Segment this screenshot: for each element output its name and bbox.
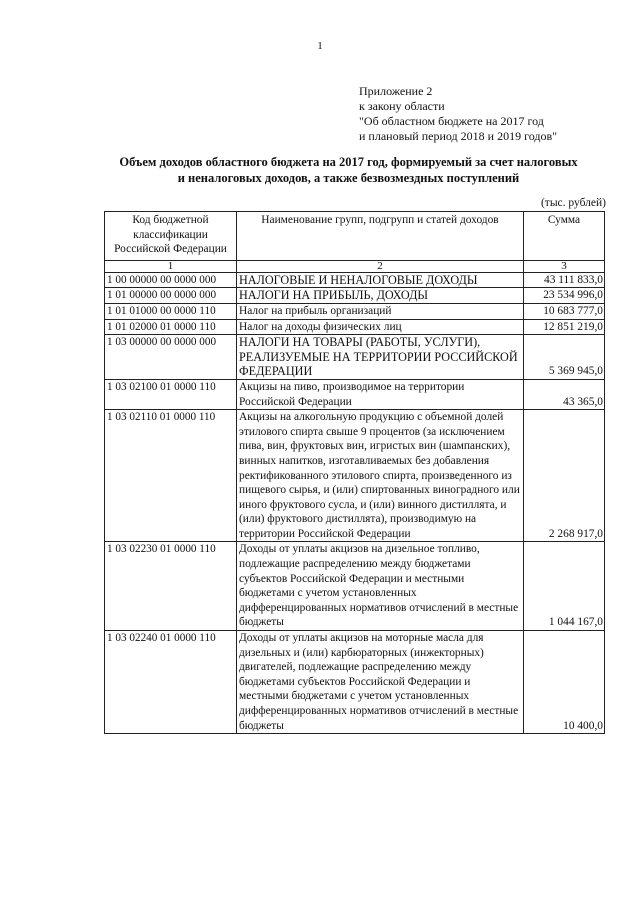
table-row [105,542,605,631]
header-name: Наименование групп, подгрупп и статей доходов [237,212,524,261]
table-header-row [105,212,605,261]
row-name: НАЛОГОВЫЕ И НЕНАЛОГОВЫЕ ДОХОДЫ [237,272,524,288]
row-sum: 5 369 945,0 [524,335,605,380]
row-sum: 1 044 167,0 [524,542,605,631]
table-row [105,288,605,304]
appendix-note [359,84,557,144]
row-sum: 43 111 833,0 [524,272,605,288]
column-number-row [105,260,605,272]
row-code: 1 03 00000 00 0000 000 [105,335,237,380]
table-row [105,335,605,380]
row-sum: 10 400,0 [524,631,605,734]
row-code: 1 03 02240 01 0000 110 [105,631,237,734]
row-name: НАЛОГИ НА ПРИБЫЛЬ, ДОХОДЫ [237,288,524,304]
appendix-line: и плановый период 2018 и 2019 годов" [359,129,558,143]
row-code: 1 01 00000 00 0000 000 [105,288,237,304]
row-sum: 10 683 777,0 [524,303,605,319]
appendix-line: к закону области [359,99,445,113]
row-sum: 23 534 996,0 [524,288,605,304]
units-note: (тыс. рублей) [540,197,606,209]
row-name: Доходы от уплаты акцизов на дизельное топливо, подлежащие распределению между бюджетами субъектов Российской Федерации и местными бюджетами с учетом установленных дифференцированных нормативов отчислений в местные бюджеты [237,542,524,631]
table-row [105,379,605,409]
row-code: 1 03 02230 01 0000 110 [105,542,237,631]
title-line: Объем доходов областного бюджета на 2017 год, формируемый за счет налоговых [119,155,578,169]
column-number: 3 [524,260,605,272]
table-row [105,410,605,542]
title-line: и неналоговых доходов, а также безвозмездных поступлений [177,171,520,185]
row-code: 1 01 02000 01 0000 110 [105,319,237,335]
header-code: Код бюджетной классификации Российской Федерации [105,212,237,261]
column-number: 2 [237,260,524,272]
appendix-line: "Об областном бюджете на 2017 год [359,114,544,128]
row-name: Налог на прибыль организаций [237,303,524,319]
table-row [105,303,605,319]
column-number: 1 [105,260,237,272]
row-name: Налог на доходы физических лиц [237,319,524,335]
table-row [105,319,605,335]
row-name: Доходы от уплаты акцизов на моторные масла для дизельных и (или) карбюраторных (инжекторных) двигателей, подлежащие распределению между бюджетами субъектов Российской Федерации и местными бюджетами с учетом установленных дифференцированных нормативов отчислений в местные бюджеты [237,631,524,734]
row-name: НАЛОГИ НА ТОВАРЫ (РАБОТЫ, УСЛУГИ), РЕАЛИЗУЕМЫЕ НА ТЕРРИТОРИИ РОССИЙСКОЙ ФЕДЕРАЦИИ [237,335,524,380]
row-name: Акцизы на алкогольную продукцию с объемной долей этилового спирта свыше 9 процентов (за исключением пива, вин, фруктовых вин, игристых вин (шампанских), винных напитков, изготавливаемых без добавления ректификованного этилового спирта, произведенного из пищевого сырья, и (или) спиртованных виноградного или иного фруктового сусла, и (или) винного дистиллята, и (или) фруктового дистиллята), производимую на территории Российской Федерации [237,410,524,542]
row-sum: 43 365,0 [524,379,605,409]
revenue-table [104,211,605,734]
table-row [105,631,605,734]
table-row [105,272,605,288]
row-code: 1 00 00000 00 0000 000 [105,272,237,288]
row-sum: 2 268 917,0 [524,410,605,542]
row-name: Акцизы на пиво, производимое на территории Российской Федерации [237,379,524,409]
appendix-line: Приложение 2 [359,84,433,98]
page-number: 1 [317,40,323,52]
row-code: 1 03 02110 01 0000 110 [105,410,237,542]
row-code: 1 03 02100 01 0000 110 [105,379,237,409]
row-sum: 12 851 219,0 [524,319,605,335]
row-code: 1 01 01000 00 0000 110 [105,303,237,319]
header-sum: Сумма [524,212,605,261]
document-title [96,154,601,186]
